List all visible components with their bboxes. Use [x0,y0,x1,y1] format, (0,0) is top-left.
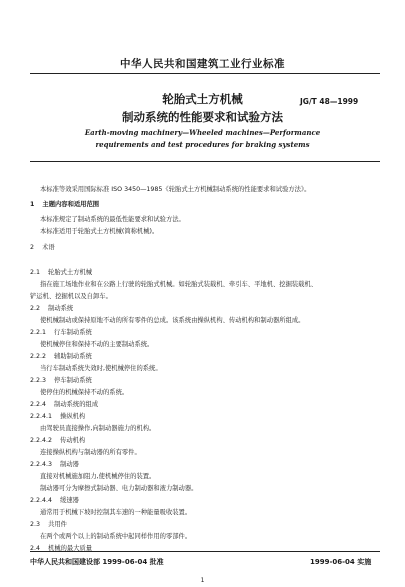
section-title: 轮胎式土方机械 [48,269,93,276]
section-heading [30,375,92,384]
title-cn-line1: 轮胎式土方机械 [162,92,243,106]
section-number: 2.3 [30,521,41,528]
section-text [40,447,141,456]
title-rule [30,161,380,162]
section-body: 铲运机、挖掘机以及自卸车。 [30,293,112,300]
title-cn-line2: 制动系统的性能要求和试验方法 [122,110,283,124]
section-body: 当行车制动系统失效时,使机械停住的系统。 [40,365,162,372]
section-heading [30,459,79,468]
approval-note: 中华人民共和国建设部 1999-06-04 批准 [30,558,164,566]
section-heading [30,351,92,360]
section-body: 使机械制动或保持原地不动的所有零件的总成。该系统由操纵机构、传动机构和制动器所组成。 [40,317,305,324]
section-number: 2.2.3 [30,377,47,384]
section-number: 2.2.4 [30,401,47,408]
section-text [40,423,155,432]
section-number: 2.1 [30,269,41,276]
section-number: 2.2.4.2 [30,437,53,444]
section-text [40,214,185,223]
section-heading [30,327,92,336]
section-heading [30,242,55,251]
section-number: 2 [30,244,35,251]
section-text [40,507,191,516]
section-text [40,531,191,540]
section-title: 主题内容和适用范围 [42,201,100,208]
section-title: 制动系统的组成 [54,401,99,408]
section-body: 使停住的机械保持不动的系统。 [40,389,129,396]
section-title: 共用件 [48,521,67,528]
section-heading [30,519,67,528]
section-number: 2.2.2 [30,353,47,360]
section-text [40,471,155,480]
section-title: 传动机构 [60,437,86,444]
title-en-line1: Earth-moving machinery—Wheeled machines—Performance [84,128,321,137]
section-heading [30,199,99,208]
section-title: 行车制动系统 [54,329,92,336]
section-body: 通常用于机械下坡时控制其车速的一种能量吸收装置。 [40,509,192,516]
section-title: 制动器 [60,461,79,468]
standard-code: JG/T 48—1999 [300,97,359,106]
section-heading [30,435,85,444]
section-number: 2.2.4.4 [30,497,53,504]
section-text [40,279,317,288]
section-body: 本标准适用于轮胎式土方机械(简称机械)。 [40,228,159,235]
section-heading [30,495,79,504]
section-title: 操纵机构 [60,413,86,420]
section-title: 辅助制动系统 [54,353,92,360]
section-title: 缓速器 [60,497,79,504]
section-body: 连接操纵机构与制动器的所有零件。 [40,449,141,456]
section-text [40,483,197,492]
title-en-line2: requirements and test procedures for braking systems [95,140,310,149]
section-title: 术语 [42,244,55,251]
section-text [40,387,128,396]
issuer-title: 中华人民共和国建筑工业行业标准 [120,58,285,70]
section-heading [30,411,85,420]
effective-date: 1999-06-04 实施 [310,558,372,566]
section-number: 2.2.4.3 [30,461,53,468]
section-body: 指在施工场地作业和在公路上行驶的轮胎式机械。如轮胎式装载机、牵引车、平地机、挖掘装载机、 [40,281,318,288]
top-rule [30,73,380,74]
section-text [40,363,162,372]
section-body: 本标准规定了制动系统的最低性能要求和试验方法。 [40,216,185,223]
section-text [40,339,153,348]
section-number: 2.4 [30,545,41,552]
section-text [30,291,112,300]
section-title: 停车制动系统 [54,377,92,384]
intro-paragraph: 本标准等效采用国际标准 ISO 3450—1985《轮胎式土方机械制动系统的性能要求和试验方法》。 [40,186,311,193]
section-title: 制动系统 [48,305,74,312]
section-heading [30,267,92,276]
page-number: 1 [200,577,205,584]
section-number: 1 [30,201,35,208]
section-body: 由驾驶员直接操作,向制动器施力的机构。 [40,425,156,432]
section-number: 2.2.4.1 [30,413,53,420]
section-body: 使机械停住和保持不动的主要制动系统。 [40,341,154,348]
section-text [40,226,158,235]
section-heading [30,303,73,312]
section-number: 2.2 [30,305,41,312]
section-body: 制动器可分为摩擦式制动器、电力制动器和液力制动器。 [40,485,198,492]
section-body: 直接对机械施加阻力,使机械停住的装置。 [40,473,156,480]
section-body: 在两个或两个以上的制动系统中起同样作用的零部件。 [40,533,192,540]
section-title: 机械的最大质量 [48,545,93,552]
section-number: 2.2.1 [30,329,47,336]
bottom-rule [30,551,380,552]
section-text [40,315,304,324]
section-heading [30,399,98,408]
